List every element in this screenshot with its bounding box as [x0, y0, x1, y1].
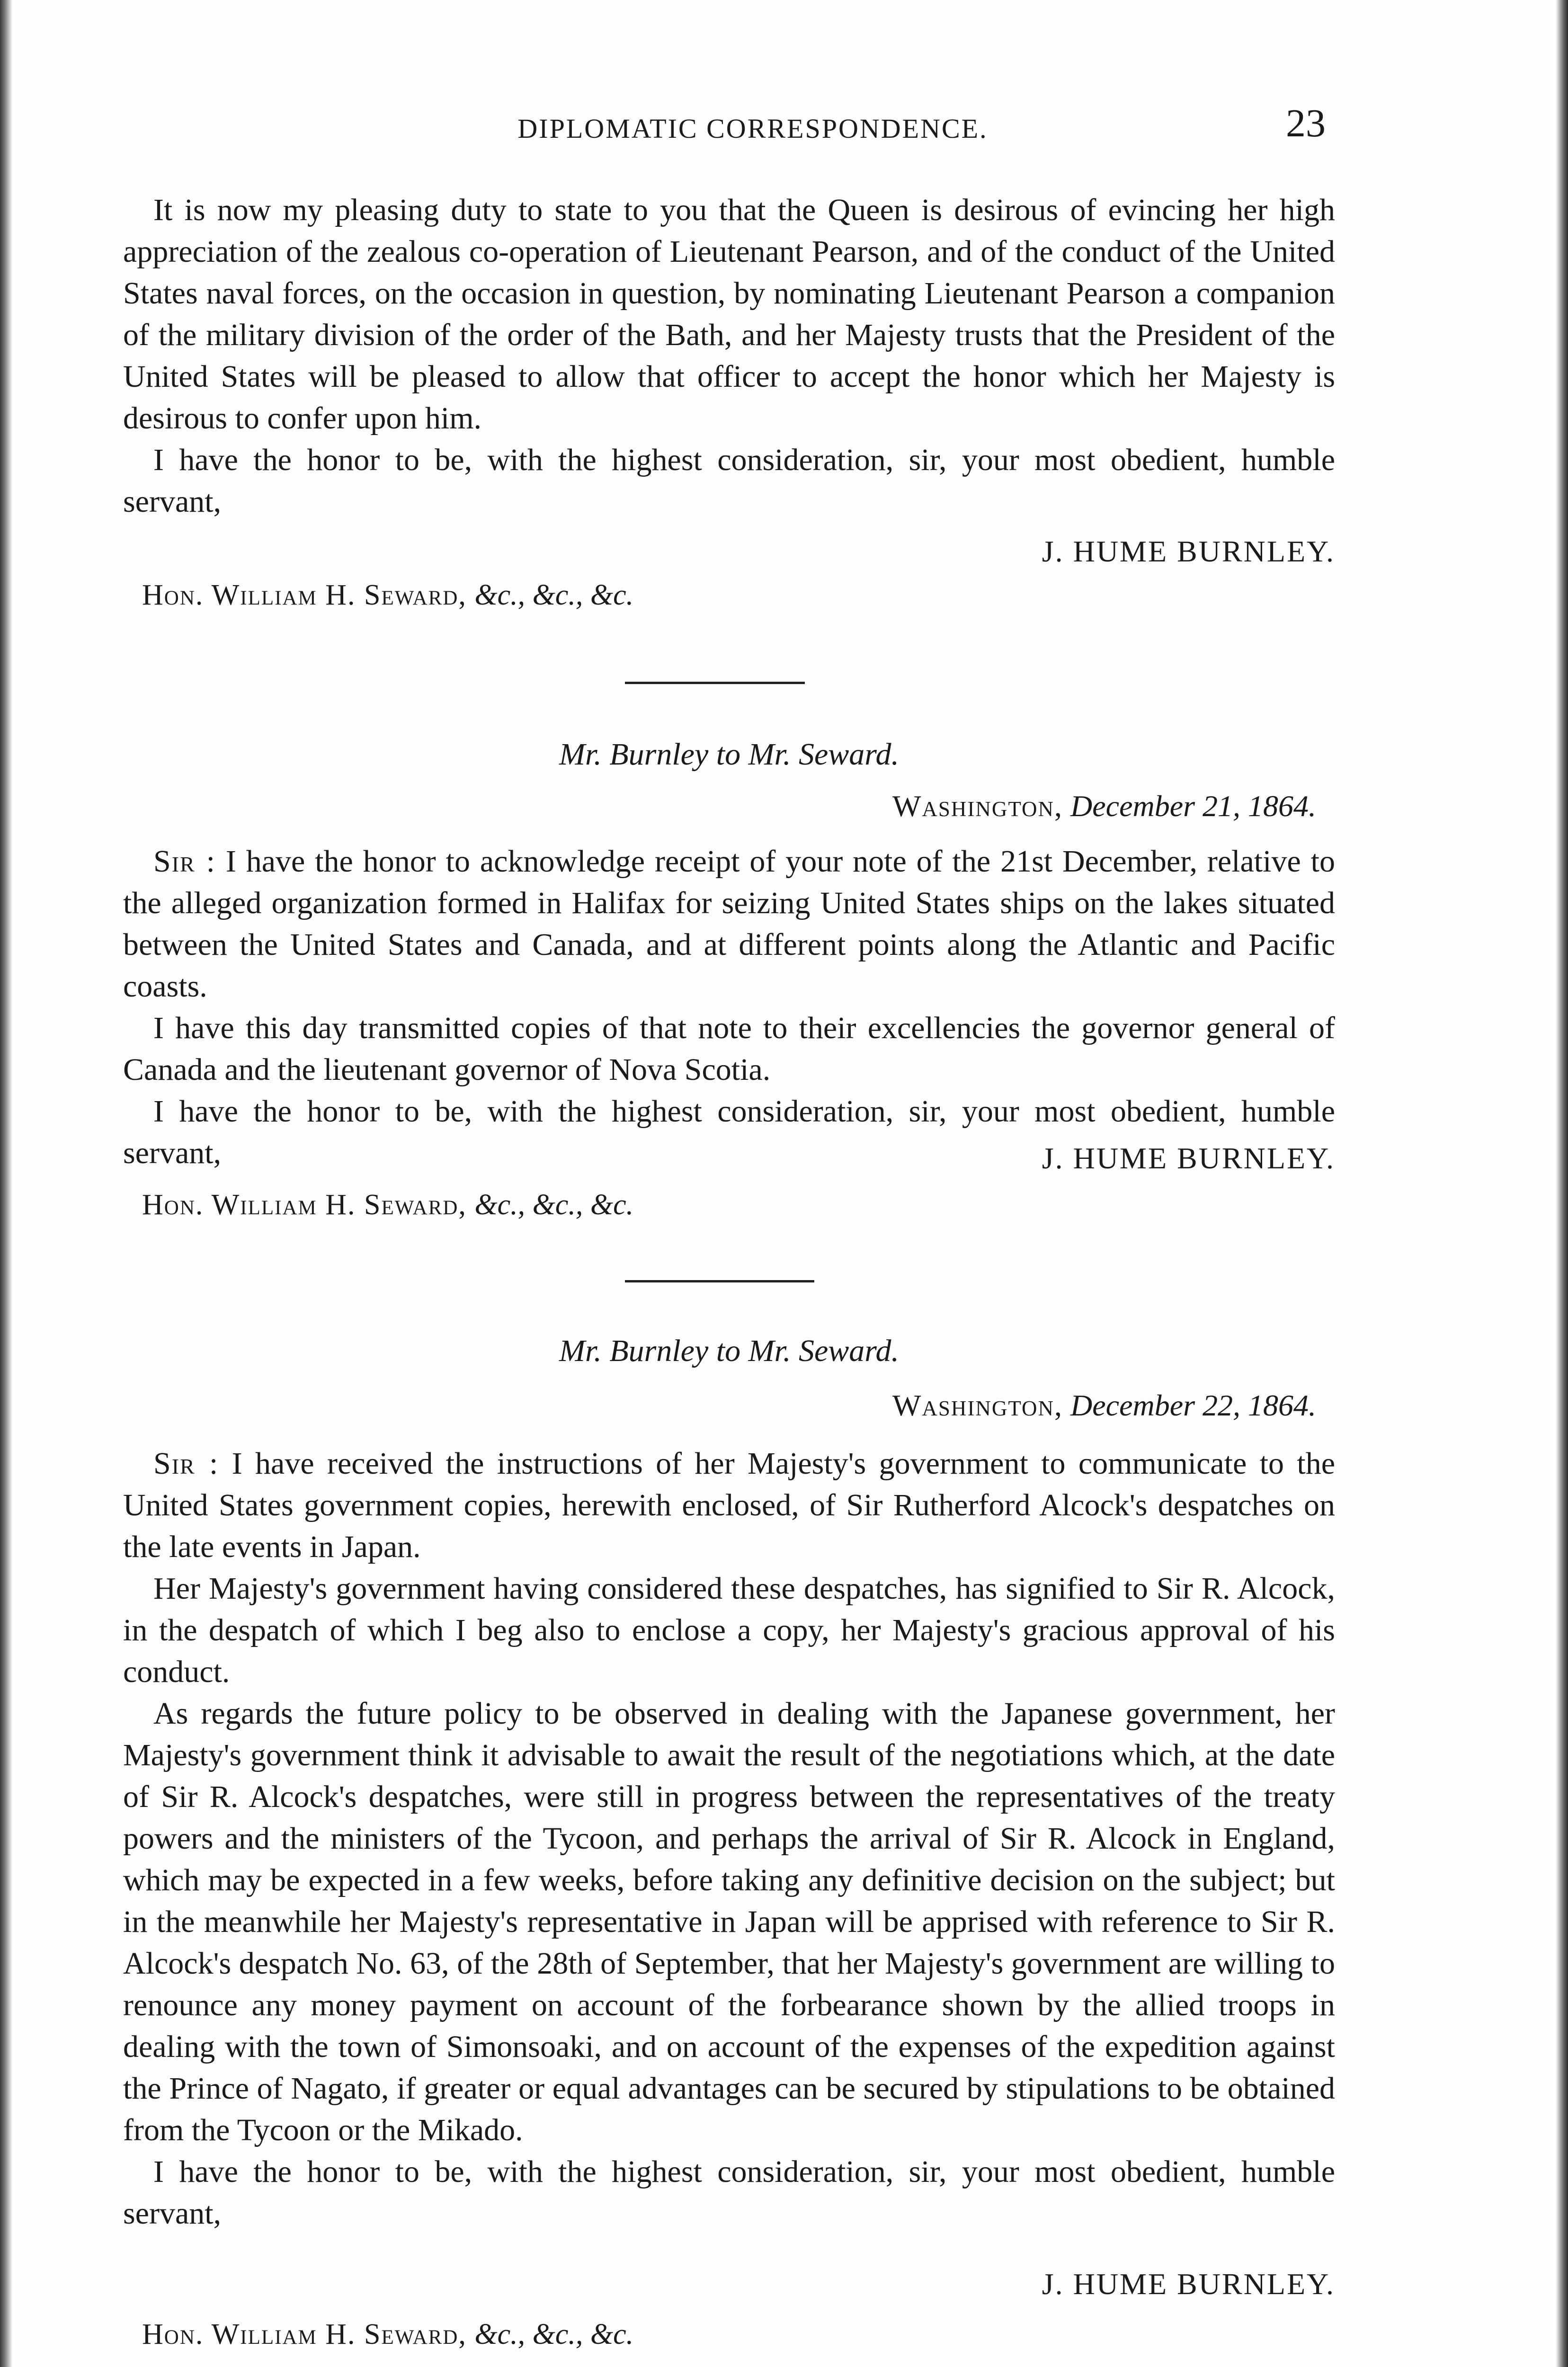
page-edge-left	[0, 0, 12, 2367]
letter3-salutation: Sir :	[153, 1446, 219, 1481]
letter1-address	[142, 578, 994, 612]
letter1-closing: I have the honor to be, with the highest consideration, sir, your most obedient, humble servant,	[123, 443, 1335, 519]
letter3-paragraph-1	[123, 1443, 1335, 1568]
letter1-paragraph: It is now my pleasing duty to state to you that the Queen is desirous of evincing her high appreciation of the zealous co-operation of Lieutenant Pearson, and of the conduct of the United States naval forces, on the occasion in question, by nominating Lieutenant Pearson a companion of the military division of the order of the Bath, and her Majesty trusts that the President of the United States will be pleased to allow that officer to accept the honor which her Majesty is desirous to confer upon him.	[123, 193, 1335, 436]
letter3-date-place: Washington,	[892, 1388, 1063, 1422]
letter3-paragraph-1-text: I have received the instructions of her Majesty's government to communicate to the United States government copies, herewith enclosed, of Sir Rutherford Alcock's despatches on the late events in Japan.	[123, 1446, 1335, 1564]
letter2-date-text: December 21, 1864.	[1070, 789, 1316, 823]
letter2-paragraph-2: I have this day transmitted copies of that note to their excellencies the governor general of Canada and the lieutenant governor of Nova Scotia.	[123, 1011, 1335, 1087]
letter3-heading: Mr. Burnley to Mr. Seward.	[559, 1334, 899, 1368]
letter1-address-name: Hon. William H. Seward,	[142, 579, 467, 611]
letter2-date-place: Washington,	[892, 789, 1063, 823]
page-edge-right	[1556, 0, 1568, 2367]
letter3-paragraph-2: Her Majesty's government having considered these despatches, has signified to Sir R. Alcock, in the despatch of which I beg also to enclose a copy, her Majesty's gracious approval of his conduct.	[123, 1571, 1335, 1689]
letter2-paragraph-1	[123, 841, 1335, 1007]
letter2-paragraph-1-text: I have the honor to acknowledge receipt of your note of the 21st December, relative to the alleged organization formed in Halifax for seizing United States ships on the lakes situated between the United States and Canada, and at different points along the Atlantic and Pacific coasts.	[123, 844, 1336, 1004]
letter3-dateline	[615, 1388, 1316, 1423]
letter2-dateline	[615, 789, 1316, 824]
letter3-signature: J. HUME BURNLEY.	[1042, 2267, 1335, 2301]
letter1-signature: J. HUME BURNLEY.	[1042, 534, 1335, 568]
letter3-address	[142, 2318, 994, 2351]
letter3-address-suffix: &c., &c., &c.	[474, 2318, 634, 2350]
letter1-body	[123, 189, 1335, 523]
letter2-address-name: Hon. William H. Seward,	[142, 1189, 467, 1221]
letter3-closing: I have the honor to be, with the highest consideration, sir, your most obedient, humble servant,	[123, 2154, 1335, 2231]
letter3-address-name: Hon. William H. Seward,	[142, 2318, 467, 2350]
letter2-address-suffix: &c., &c., &c.	[474, 1189, 634, 1221]
letter3-paragraph-3: As regards the future policy to be observed in dealing with the Japanese government, her Majesty's government think it advisable to await the result of the negotiations which, at the date of Sir R. Alcock's despatches, were still in progress between the representatives of the treaty powers and the ministers of the Tycoon, and perhaps the arrival of Sir R. Alcock in England, which may be expected in a few weeks, before taking any definitive decision on the subject; but in the meanwhile her Majesty's representative in Japan will be apprised with reference to Sir R. Alcock's despatch No. 63, of the 28th of September, that her Majesty's government are willing to renounce any money payment on account of the forbearance shown by the allied troops in dealing with the town of Simonsoaki, and on account of the expenses of the expedition against the Prince of Nagato, if greater or equal advantages can be secured by stipulations to be obtained from the Tycoon or the Mikado.	[123, 1696, 1335, 2147]
letter1-address-suffix: &c., &c., &c.	[474, 579, 634, 611]
letter2-closing: I have the honor to be, with the highest consideration, sir, your most obedient, humble servant,	[123, 1094, 1335, 1170]
letter3-date-text: December 22, 1864.	[1070, 1388, 1316, 1422]
letter2-salutation: Sir :	[153, 844, 216, 879]
page-number: 23	[1286, 101, 1326, 145]
letter2-signature: J. HUME BURNLEY.	[1042, 1141, 1335, 1175]
running-title: DIPLOMATIC CORRESPONDENCE.	[517, 113, 988, 144]
letter2-heading: Mr. Burnley to Mr. Seward.	[559, 737, 899, 772]
section-divider	[625, 1280, 814, 1282]
letter2-address	[142, 1188, 994, 1222]
letter3-body	[123, 1443, 1335, 2234]
letter2-body	[123, 841, 1335, 1174]
section-divider	[625, 682, 805, 684]
